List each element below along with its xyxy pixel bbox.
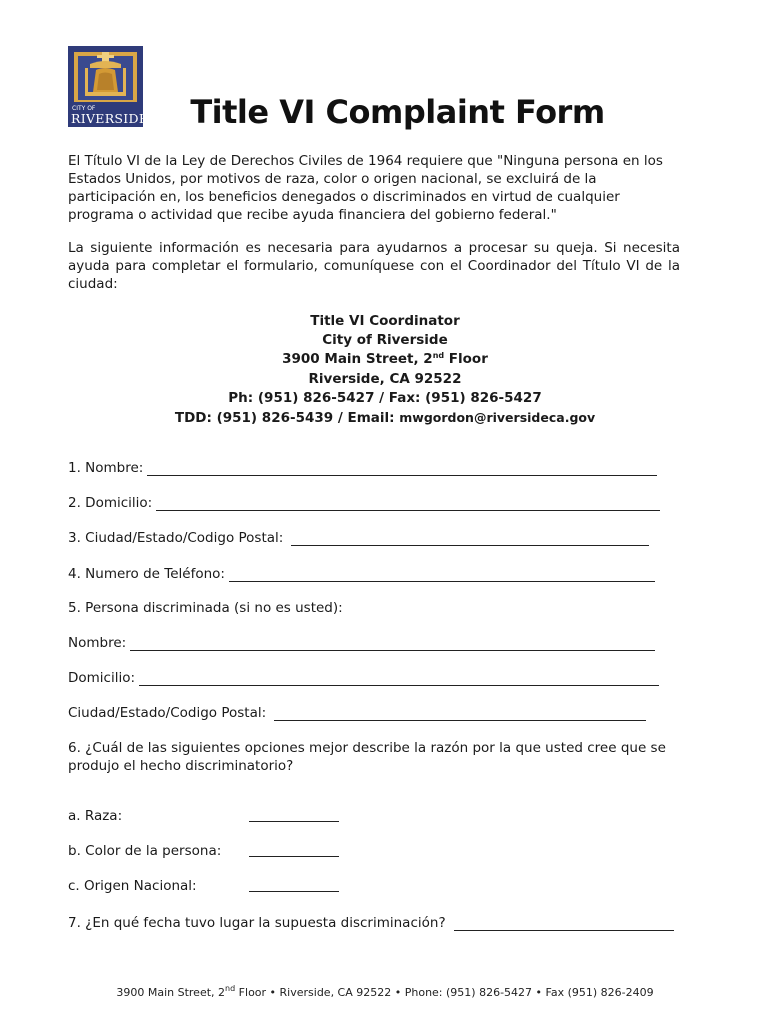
coordinator-contact-block [0, 312, 770, 428]
field-q5-domicilio-label: Domicilio: [68, 670, 136, 686]
intro-paragraph-2: La siguiente información es necesaria para ayudarnos a procesar su queja. Si necesita ayuda para completar el formulario, comuníquese con el Coordinador del Título VI de la ciudad: [68, 240, 680, 292]
field-q5-domicilio-input[interactable] [139, 671, 659, 686]
field-ciudad-input[interactable] [291, 531, 649, 546]
field-q5-nombre [68, 633, 655, 651]
field-fecha-label: 7. ¿En qué fecha tuvo lugar la supuesta discriminación? [68, 915, 446, 931]
option-color [68, 843, 221, 861]
contact-tdd: TDD: (951) 826-5439 / Email: [174, 410, 400, 427]
field-telefono-label: 4. Numero de Teléfono: [68, 566, 225, 582]
field-domicilio-label: 2. Domicilio: [68, 495, 153, 511]
field-nombre-input[interactable] [147, 461, 657, 476]
field-nombre [68, 458, 657, 476]
field-telefono [68, 564, 655, 582]
field-fecha [68, 913, 674, 931]
field-ciudad-label: 3. Ciudad/Estado/Codigo Postal: [68, 530, 284, 546]
field-persona-label: 5. Persona discriminada (si no es usted): [68, 600, 343, 616]
page-title: Title VI Complaint Form [190, 93, 605, 131]
field-telefono-input[interactable] [229, 567, 655, 582]
field-fecha-input[interactable] [454, 916, 674, 931]
footer-contact: Floor • Riverside, CA 92522 • Phone: (951) 826-5427 • Fax (951) 826-2409 [235, 986, 654, 999]
field-q5-ciudad-label: Ciudad/Estado/Codigo Postal: [68, 705, 267, 721]
field-domicilio-input[interactable] [156, 496, 660, 511]
option-origen [68, 878, 197, 896]
field-persona-discriminada [68, 598, 343, 616]
field-q5-nombre-input[interactable] [130, 636, 655, 651]
field-q5-domicilio [68, 668, 659, 686]
field-q5-ciudad [68, 703, 646, 721]
option-raza-label: a. Raza: [68, 808, 123, 824]
contact-address [0, 350, 770, 369]
contact-role: Title VI Coordinator [310, 313, 460, 329]
option-raza [68, 808, 122, 826]
page-footer [0, 986, 770, 999]
field-domicilio [68, 493, 660, 511]
contact-city: Riverside, CA 92522 [308, 370, 462, 387]
question-6: 6. ¿Cuál de las siguientes opciones mejor describe la razón por la que usted cree que se produjo el hecho discriminatorio? [68, 740, 666, 774]
contact-address-sup: nd [432, 351, 445, 361]
logo-city-of: CITY OF [72, 105, 96, 112]
field-nombre-label: 1. Nombre: [68, 460, 144, 476]
option-raza-blank[interactable] [249, 821, 339, 822]
footer-address: 3900 Main Street, 2 [116, 986, 226, 999]
contact-email-link[interactable]: mwgordon@riversideca.gov [399, 410, 596, 426]
option-color-label: b. Color de la persona: [68, 843, 222, 859]
field-ciudad [68, 528, 649, 546]
contact-org: City of Riverside [322, 332, 448, 349]
intro-paragraph-1: El Título VI de la Ley de Derechos Civiles de 1964 requiere que "Ninguna persona en los Estados Unidos, por motivos de raza, color o origen nacional, se excluirá de la participación en, los beneficios denegados o discriminados en virtud de cualquier programa o actividad que recibe ayuda financiera del gobierno federal." [68, 153, 663, 223]
option-origen-blank[interactable] [249, 891, 339, 892]
option-color-blank[interactable] [249, 856, 339, 857]
field-q5-nombre-label: Nombre: [68, 635, 127, 651]
footer-sup: nd [225, 984, 236, 993]
contact-phone-fax: Ph: (951) 826-5427 / Fax: (951) 826-5427 [228, 389, 542, 406]
logo-name: RIVERSIDE [71, 111, 143, 126]
contact-tdd-email [0, 408, 770, 428]
contact-address-floor: Floor [444, 351, 488, 368]
option-origen-label: c. Origen Nacional: [68, 878, 197, 894]
contact-address-main: 3900 Main Street, 2 [282, 351, 433, 368]
field-q5-ciudad-input[interactable] [274, 706, 646, 721]
